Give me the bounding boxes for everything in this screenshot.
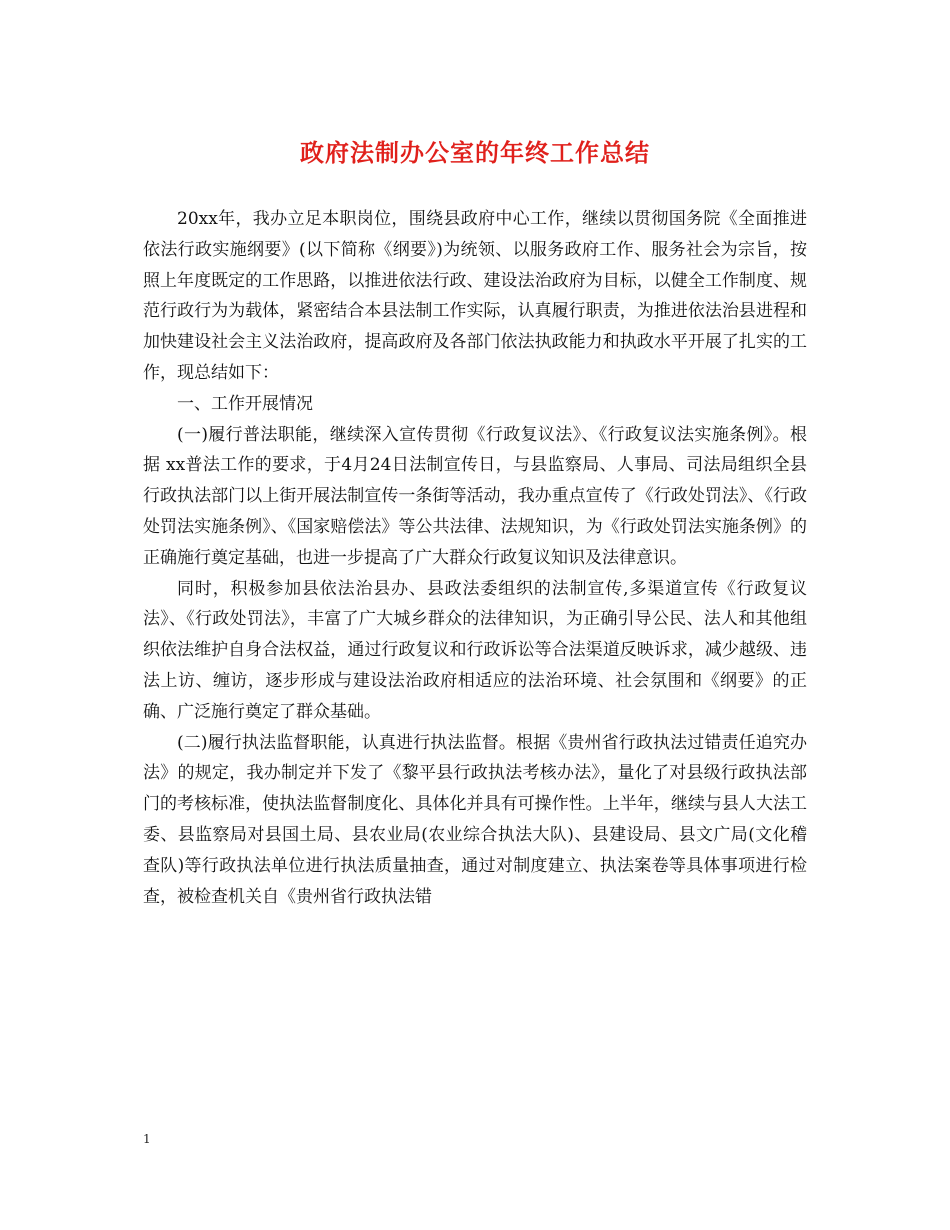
section-heading: 一、工作开展情况: [177, 393, 313, 414]
document-title: 政府法制办公室的年终工作总结: [300, 139, 650, 167]
paragraph-item-2: (二)履行执法监督职能，认真进行执法监督。根据《贵州省行政执法过错责任追究办法》的规定，我办制定并下发了《黎平县行政执法考核办法》，量化了对县级行政执法部门的考核标准，使执法监督制度化、具体化并具有可操作性。上半年，继续与县人大法工委、县监察局对县国土局、县农业局(农业综合执法大队)、县建设局、县文广局(文化稽查队)等行政执法单位进行执法质量抽查，通过对制度建立、执法案卷等具体事项进行检查，被检查机关自《贵州省行政执法错: [143, 732, 807, 907]
paragraph-intro: 20xx年，我办立足本职岗位，围绕县政府中心工作，继续以贯彻国务院《全面推进依法行政实施纲要》(以下简称《纲要》)为统领、以服务政府工作、服务社会为宗旨，按照上年度既定的工作思路，以推进依法行政、建设法治政府为目标，以健全工作制度、规范行政行为为载体，紧密结合本县法制工作实际，认真履行职责，为推进依法治县进程和加快建设社会主义法治政府，提高政府及各部门依法执政能力和执政水平开展了扎实的工作，现总结如下：: [143, 209, 807, 383]
page-number: 1: [143, 1132, 151, 1146]
document-body: [143, 204, 807, 912]
paragraph-item-1: (一)履行普法职能，继续深入宣传贯彻《行政复议法》、《行政复议法实施条例》。根据 xx普法工作的要求，于4月24日法制宣传日，与县监察局、人事局、司法局组织全县行政执法部门以上街开展法制宣传一条街等活动，我办重点宣传了《行政处罚法》、《行政处罚法实施条例》、《国家赔偿法》等公共法律、法规知识，为《行政处罚法实施条例》的正确施行奠定基础，也进一步提高了广大群众行政复议知识及法律意识。: [143, 424, 807, 568]
paragraph-item-1-continued: 同时，积极参加县依法治县办、县政法委组织的法制宣传,多渠道宣传《行政复议法》、《行政处罚法》，丰富了广大城乡群众的法律知识，为正确引导公民、法人和其他组织依法维护自身合法权益，通过行政复议和行政诉讼等合法渠道反映诉求，减少越级、违法上访、缠访，逐步形成与建设法治政府相适应的法治环境、社会氛围和《纲要》的正确、广泛施行奠定了群众基础。: [143, 578, 807, 722]
